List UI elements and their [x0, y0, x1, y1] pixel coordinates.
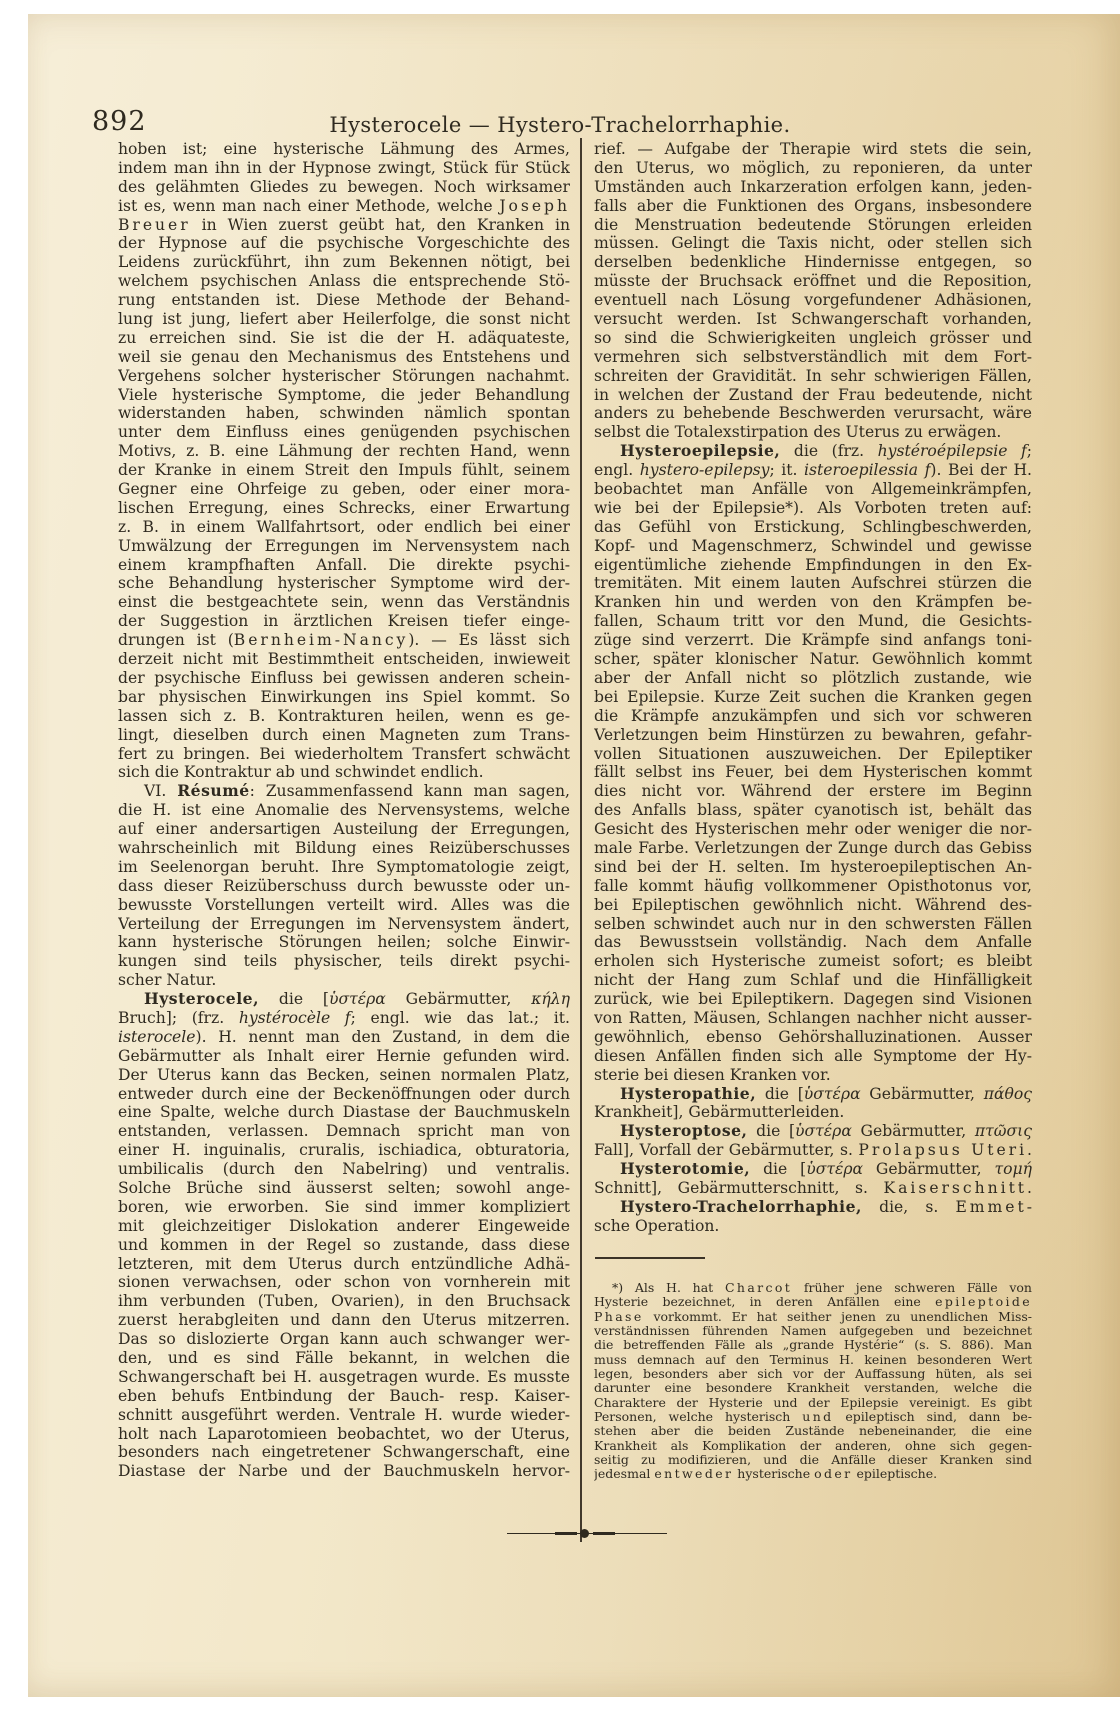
text-line: ihm verbunden (Tuben, Ovarien), in den Bruchsack: [118, 1292, 570, 1311]
text-line: mit gleichzeitiger Dislokation anderer Eingeweide: [118, 1216, 570, 1235]
text-line: des gelähmten Gliedes zu bewegen. Noch wirksamer: [118, 177, 570, 196]
text-line: den, und es sind Fälle bekannt, in welchen die: [118, 1349, 570, 1367]
footnote-separator-rule: [595, 1257, 705, 1259]
text-line: diesen Anfällen finden sich alle Symptome der Hy-: [594, 1046, 1032, 1065]
text-line: Bruch]; (frz. hystérocèle f; engl. wie das lat.; it.: [118, 1008, 570, 1027]
page-number: 892: [92, 106, 147, 137]
text-line: in welchen der Zustand der Frau bedeutende, nicht: [594, 385, 1032, 404]
text-line: Diastase der Narbe und der Bauchmuskeln hervor-: [118, 1462, 570, 1481]
text-line: aber der Anfall nicht so plötzlich zustande, wie: [594, 668, 1032, 687]
text-line: boren, wie erworben. Sie sind immer kompliziert: [118, 1197, 570, 1216]
text-line: ist es, wenn man nach einer Methode, welche Joseph: [118, 196, 570, 215]
text-line: die Krämpfe anzukämpfen und sich vor schweren: [594, 706, 1032, 725]
ornament-stub-left: [555, 1532, 577, 1535]
text-line: engl. hystero-epilepsy; it. isteroepilessia f). Bei der H.: [594, 461, 1032, 480]
text-line: Das so dislozierte Organ kann auch schwanger wer-: [118, 1330, 570, 1349]
text-line: jedesmal entweder hysterische oder epileptische.: [594, 1467, 938, 1482]
text-line: des Anfalls blass, später cyanotisch ist, behält das: [594, 801, 1032, 820]
text-line: der Suggestion in ärztlichen Kreisen tiefer einge-: [118, 612, 570, 631]
text-line: selben schwindet auch nur in den schwersten Fällen: [594, 914, 1032, 933]
text-line: sionen verwachsen, oder schon von vornherein mit: [118, 1273, 570, 1292]
text-line: Gebärmutter als Inhalt eirer Hernie gefunden wird.: [118, 1046, 570, 1065]
text-line: z. B. in einem Wallfahrtsort, oder endlich bei einer: [118, 517, 570, 536]
text-line: widerstanden haben, schwinden nämlich spontan: [118, 404, 570, 423]
text-line: eben behufs Entbindung der Bauch- resp. Kaiser-: [118, 1386, 570, 1405]
text-line: derselben bedenkliche Hindernisse entgegen, so: [594, 253, 1032, 272]
text-line: entweder durch eine der Beckenöffnungen oder durch: [118, 1084, 570, 1103]
ornament-stub-right: [593, 1532, 615, 1535]
text-line: indem man ihn in der Hypnose zwingt, Stück für Stück: [118, 158, 570, 177]
text-line: Hysterocele, die [ὑστέρα Gebärmutter, κήλη: [144, 990, 570, 1009]
text-line: fert zu bringen. Bei wiederholtem Transfert schwächt: [118, 744, 570, 763]
text-line: Hystero-Trachelorrhaphie, die, s. Emmet-: [620, 1197, 1032, 1216]
text-line: lischen Erregung, eines Schrecks, einer Erwartung: [118, 498, 570, 517]
text-line: welchem psychischen Anlass die entsprechende Stö-: [118, 272, 570, 291]
text-line: Viele hysterische Symptome, die jeder Behandlung: [118, 385, 570, 404]
text-line: Kopf- und Magenschmerz, Schwindel und gewisse: [594, 536, 1032, 555]
text-line: züge sind verzerrt. Die Krämpfe sind anfangs toni-: [594, 631, 1032, 650]
text-line: einst die bestgeachtete sein, wenn das Verständnis: [118, 593, 570, 612]
text-line: Gesicht des Hysterischen mehr oder weniger die nor-: [594, 820, 1032, 839]
ornament-dot: [580, 1529, 589, 1538]
text-line: sich die Kontraktur ab und schwindet endlich.: [118, 763, 484, 782]
text-line: verständnissen führenden Namen aufgegeben und bezeichnet: [594, 1324, 1032, 1339]
text-line: Umständen auch Inkarzeration erfolgen kann, jeden-: [594, 177, 1032, 196]
text-line: falle kommt häufig vollkommener Opisthotonus vor,: [594, 876, 1032, 895]
text-line: beobachtet man Anfälle von Allgemeinkrämpfen,: [594, 480, 1032, 499]
text-line: fällt selbst ins Feuer, bei dem Hysterischen kommt: [594, 763, 1032, 782]
text-line: Hysterie bezeichnet, in deren Anfällen eine epileptoide: [594, 1295, 1032, 1310]
text-line: der Kranke in einem Streit den Impuls fühlt, seinem: [118, 461, 570, 480]
text-line: entstanden, verlassen. Demnach spricht man von: [118, 1122, 570, 1141]
text-line: einer H. inguinalis, cruralis, ischiadica, obturatoria,: [118, 1141, 570, 1160]
text-line: Breuer in Wien zuerst geübt hat, den Kranken in: [118, 215, 570, 234]
text-line: VI. Résumé: Zusammenfassend kann man sagen,: [144, 782, 570, 801]
text-line: kungen sind teils physischer, teils direkt psychi-: [118, 952, 570, 971]
text-line: Gegner eine Ohrfeige zu geben, oder einer mora-: [118, 480, 570, 499]
text-line: eventuell nach Lösung vorgefundener Adhäsionen,: [594, 291, 1032, 310]
text-line: lassen sich z. B. Kontrakturen heilen, wenn es ge-: [118, 706, 570, 725]
text-line: die H. ist eine Anomalie des Nervensystems, welche: [118, 801, 570, 820]
text-line: Schwangerschaft bei H. ausgetragen wurde. Es musste: [118, 1367, 570, 1386]
text-line: schreiten der Gravidität. In sehr schwierigen Fällen,: [594, 366, 1032, 385]
text-line: Vergehens solcher hysterischer Störungen nachahmt.: [118, 366, 570, 385]
text-line: vermehren sich selbstverständlich mit dem Fort-: [594, 347, 1032, 366]
end-of-article-ornament: [507, 1529, 667, 1539]
left-text-column: [118, 140, 570, 1481]
text-line: bei Epilepsie. Kurze Zeit suchen die Kranken gegen: [594, 687, 1032, 706]
text-line: Umwälzung der Erregungen im Nervensystem nach: [118, 536, 570, 555]
text-line: müssen. Gelingt die Taxis nicht, oder stellen sich: [594, 234, 1032, 253]
text-line: wahrscheinlich mit Bildung eines Reizüberschusses: [118, 838, 570, 857]
running-header: Hysterocele — Hystero-Trachelorrhaphie.: [329, 113, 791, 137]
text-line: von Ratten, Mäusen, Schlangen nachher nicht ausser-: [594, 1008, 1032, 1027]
text-line: zuerst herabgleiten und dann den Uterus mitzerren.: [118, 1311, 570, 1330]
text-line: auf einer andersartigen Austeilung der Erregungen,: [118, 820, 570, 839]
text-line: Verletzungen beim Hinstürzen zu bewahren, gefahr-: [594, 725, 1032, 744]
text-line: Schnitt], Gebärmutterschnitt, s. Kaiserschnitt.: [594, 1178, 1032, 1197]
text-line: kann hysterische Störungen heilen; solche Einwir-: [118, 933, 570, 952]
text-line: letzteren, mit dem Uterus durch entzündliche Adhä-: [118, 1254, 570, 1273]
text-line: bewusste Vorstellungen verteilt wird. Alles was die: [118, 895, 570, 914]
text-line: Phase vorkommt. Er hat seither jenen zu unendlichen Miss-: [594, 1309, 1032, 1324]
text-line: Personen, welche hysterisch und epileptisch sind, dann be-: [594, 1410, 1032, 1425]
text-line: Verteilung der Erregungen im Nervensystem ändert,: [118, 914, 570, 933]
text-line: Hysteroepilepsie, die (frz. hystéroépilepsie f;: [620, 442, 1032, 461]
text-line: eigentümliche ziehende Empfindungen in den Ex-: [594, 555, 1032, 574]
footnote-block: [594, 1281, 1032, 1482]
text-line: der psychische Einfluss bei gewissen anderen schein-: [118, 668, 570, 687]
text-line: versucht werden. Ist Schwangerschaft vorhanden,: [594, 310, 1032, 329]
text-line: fallen, Schaum tritt vor den Mund, die Gesichts-: [594, 612, 1032, 631]
text-line: dass dieser Reizüberschuss durch bewusste oder un-: [118, 876, 570, 895]
paper-sheet: [28, 14, 1120, 1697]
text-line: muss demnach auf den Terminus H. keinen besonderen Wert: [594, 1352, 1032, 1367]
text-line: Hysteropathie, die [ὑστέρα Gebärmutter, πάθος: [620, 1084, 1032, 1103]
text-line: müsste der Bruchsack eröffnet und die Reposition,: [594, 272, 1032, 291]
text-line: tremitäten. Mit einem lauten Aufschrei stürzen die: [594, 574, 1032, 593]
text-line: legen, besonders aber sich vor der Auffassung hüten, als sei: [594, 1367, 1032, 1382]
column-divider-rule: [580, 138, 582, 1542]
text-line: Krankheit], Gebärmutterleiden.: [594, 1103, 845, 1122]
text-line: darunter eine besondere Krankheit verstanden, welche die: [594, 1381, 1032, 1396]
text-line: lung ist jung, liefert aber Heilerfolge, die sonst nicht: [118, 310, 570, 329]
text-line: lingt, dieselben durch einen Magneten zum Trans-: [118, 725, 570, 744]
text-line: Motivs, z. B. eine Lähmung der rechten Hand, wenn: [118, 442, 570, 461]
text-line: *) Als H. hat Charcot früher jene schweren Fälle von: [612, 1281, 1032, 1295]
text-line: isterocele). H. nennt man den Zustand, in dem die: [118, 1027, 570, 1046]
text-line: derzeit nicht mit Bestimmtheit entscheiden, inwieweit: [118, 650, 570, 669]
text-line: holt nach Laparotomieen beobachtet, wo der Uterus,: [118, 1424, 570, 1443]
text-line: stehen aber die beiden Zustände nebeneinander, die eine: [594, 1424, 1032, 1439]
text-line: scher, später klonischer Natur. Gewöhnlich kommt: [594, 650, 1032, 669]
text-line: anders zu behebende Beschwerden verursacht, wäre: [594, 404, 1032, 423]
text-line: Kranken hin und werden von den Krämpfen be-: [594, 593, 1032, 612]
text-line: schnitt ausgeführt werden. Ventrale H. wurde wieder-: [118, 1405, 570, 1424]
text-line: das Bewusstsein vollständig. Nach dem Anfalle: [594, 933, 1032, 952]
text-line: nicht der Hang zum Schlaf und die Hinfälligkeit: [594, 971, 1032, 990]
text-line: Krankheit als Komplikation der anderen, ohne sich gegen-: [594, 1438, 1032, 1453]
text-line: erholen sich Hysterische zumeist sofort; es bleibt: [594, 952, 1032, 971]
text-line: sche Behandlung hysterischer Symptome wird der-: [118, 574, 570, 593]
text-line: rung entstanden ist. Diese Methode der Behand-: [118, 291, 570, 310]
text-line: male Farbe. Verletzungen der Zunge durch das Gebiss: [594, 838, 1032, 857]
text-line: vollen Situationen auszuweichen. Der Epileptiker: [594, 744, 1032, 763]
text-line: umbilicalis (durch den Nabelring) und ventralis.: [118, 1160, 570, 1179]
text-line: selbst die Totalexstirpation des Uterus zu erwägen.: [594, 423, 1002, 442]
text-line: Fall], Vorfall der Gebärmutter, s. Prolapsus Uteri.: [594, 1141, 1032, 1160]
text-line: seitig zu modifizieren, und die Anfälle dieser Kranken sind: [594, 1453, 1032, 1468]
text-line: unter dem Einfluss eines genügenden psychischen: [118, 423, 570, 442]
text-line: zurück, wie bei Epileptikern. Dagegen sind Visionen: [594, 990, 1032, 1009]
text-line: eine Spalte, welche durch Diastase der Bauchmuskeln: [118, 1103, 570, 1122]
text-line: die Menstruation bedeutende Störungen erleiden: [594, 215, 1032, 234]
text-line: bei Epileptischen gewöhnlich nicht. Während des-: [594, 895, 1032, 914]
text-line: Hysterotomie, die [ὑστέρα Gebärmutter, τομή: [620, 1160, 1032, 1179]
text-line: den Uterus, wo möglich, zu reponieren, da unter: [594, 158, 1032, 177]
text-line: zu erreichen sind. Sie ist die der H. adäquateste,: [118, 328, 570, 347]
text-line: rief. — Aufgabe der Therapie wird stets die sein,: [594, 140, 1032, 158]
text-line: und kommen in der Regel so zustande, dass diese: [118, 1235, 570, 1254]
text-line: dies nicht vor. Während der erstere im Beginn: [594, 782, 1032, 801]
text-line: Solche Brüche sind äusserst selten; sowohl ange-: [118, 1178, 570, 1197]
text-line: der Hypnose auf die psychische Vorgeschichte des: [118, 234, 570, 253]
text-line: hoben ist; eine hysterische Lähmung des Armes,: [118, 140, 570, 158]
text-line: Leidens zurückführt, ihn zum Bekennen nötigt, bei: [118, 253, 570, 272]
text-line: sterie bei diesen Kranken vor.: [594, 1065, 831, 1084]
text-line: bar physischen Einwirkungen ins Spiel kommt. So: [118, 687, 570, 706]
text-line: so sind die Schwierigkeiten ungleich grösser und: [594, 328, 1032, 347]
text-line: wie bei der Epilepsie*). Als Vorboten treten auf:: [594, 498, 1032, 517]
text-line: weil sie genau den Mechanismus des Entstehens und: [118, 347, 570, 366]
text-line: im Seelenorgan beruht. Ihre Symptomatologie zeigt,: [118, 857, 570, 876]
text-line: besonders nach eingetretener Schwangerschaft, eine: [118, 1443, 570, 1462]
text-line: sche Operation.: [594, 1216, 720, 1235]
text-line: sind bei der H. selten. Im hysteroepileptischen An-: [594, 857, 1032, 876]
text-line: die betreffenden Fälle als „grande Hystérie“ (s. S. 886). Man: [594, 1338, 1032, 1353]
text-line: Charaktere der Hysterie und der Epilepsie vereinigt. Es gibt: [594, 1395, 1032, 1410]
text-line: scher Natur.: [118, 971, 217, 990]
text-line: gewöhnlich, ebenso Gehörshalluzinationen. Ausser: [594, 1027, 1032, 1046]
right-text-column: [594, 140, 1032, 1236]
text-line: Der Uterus kann das Becken, seinen normalen Platz,: [118, 1065, 570, 1084]
text-line: Hysteroptose, die [ὑστέρα Gebärmutter, πτῶσις: [620, 1122, 1032, 1141]
text-line: einem krampfhaften Anfall. Die direkte psychi-: [118, 555, 570, 574]
text-line: falls aber die Funktionen des Organs, insbesondere: [594, 196, 1032, 215]
text-line: drungen ist (Bernheim-Nancy). — Es lässt sich: [118, 631, 570, 650]
text-line: das Gefühl von Erstickung, Schlingbeschwerden,: [594, 517, 1032, 536]
